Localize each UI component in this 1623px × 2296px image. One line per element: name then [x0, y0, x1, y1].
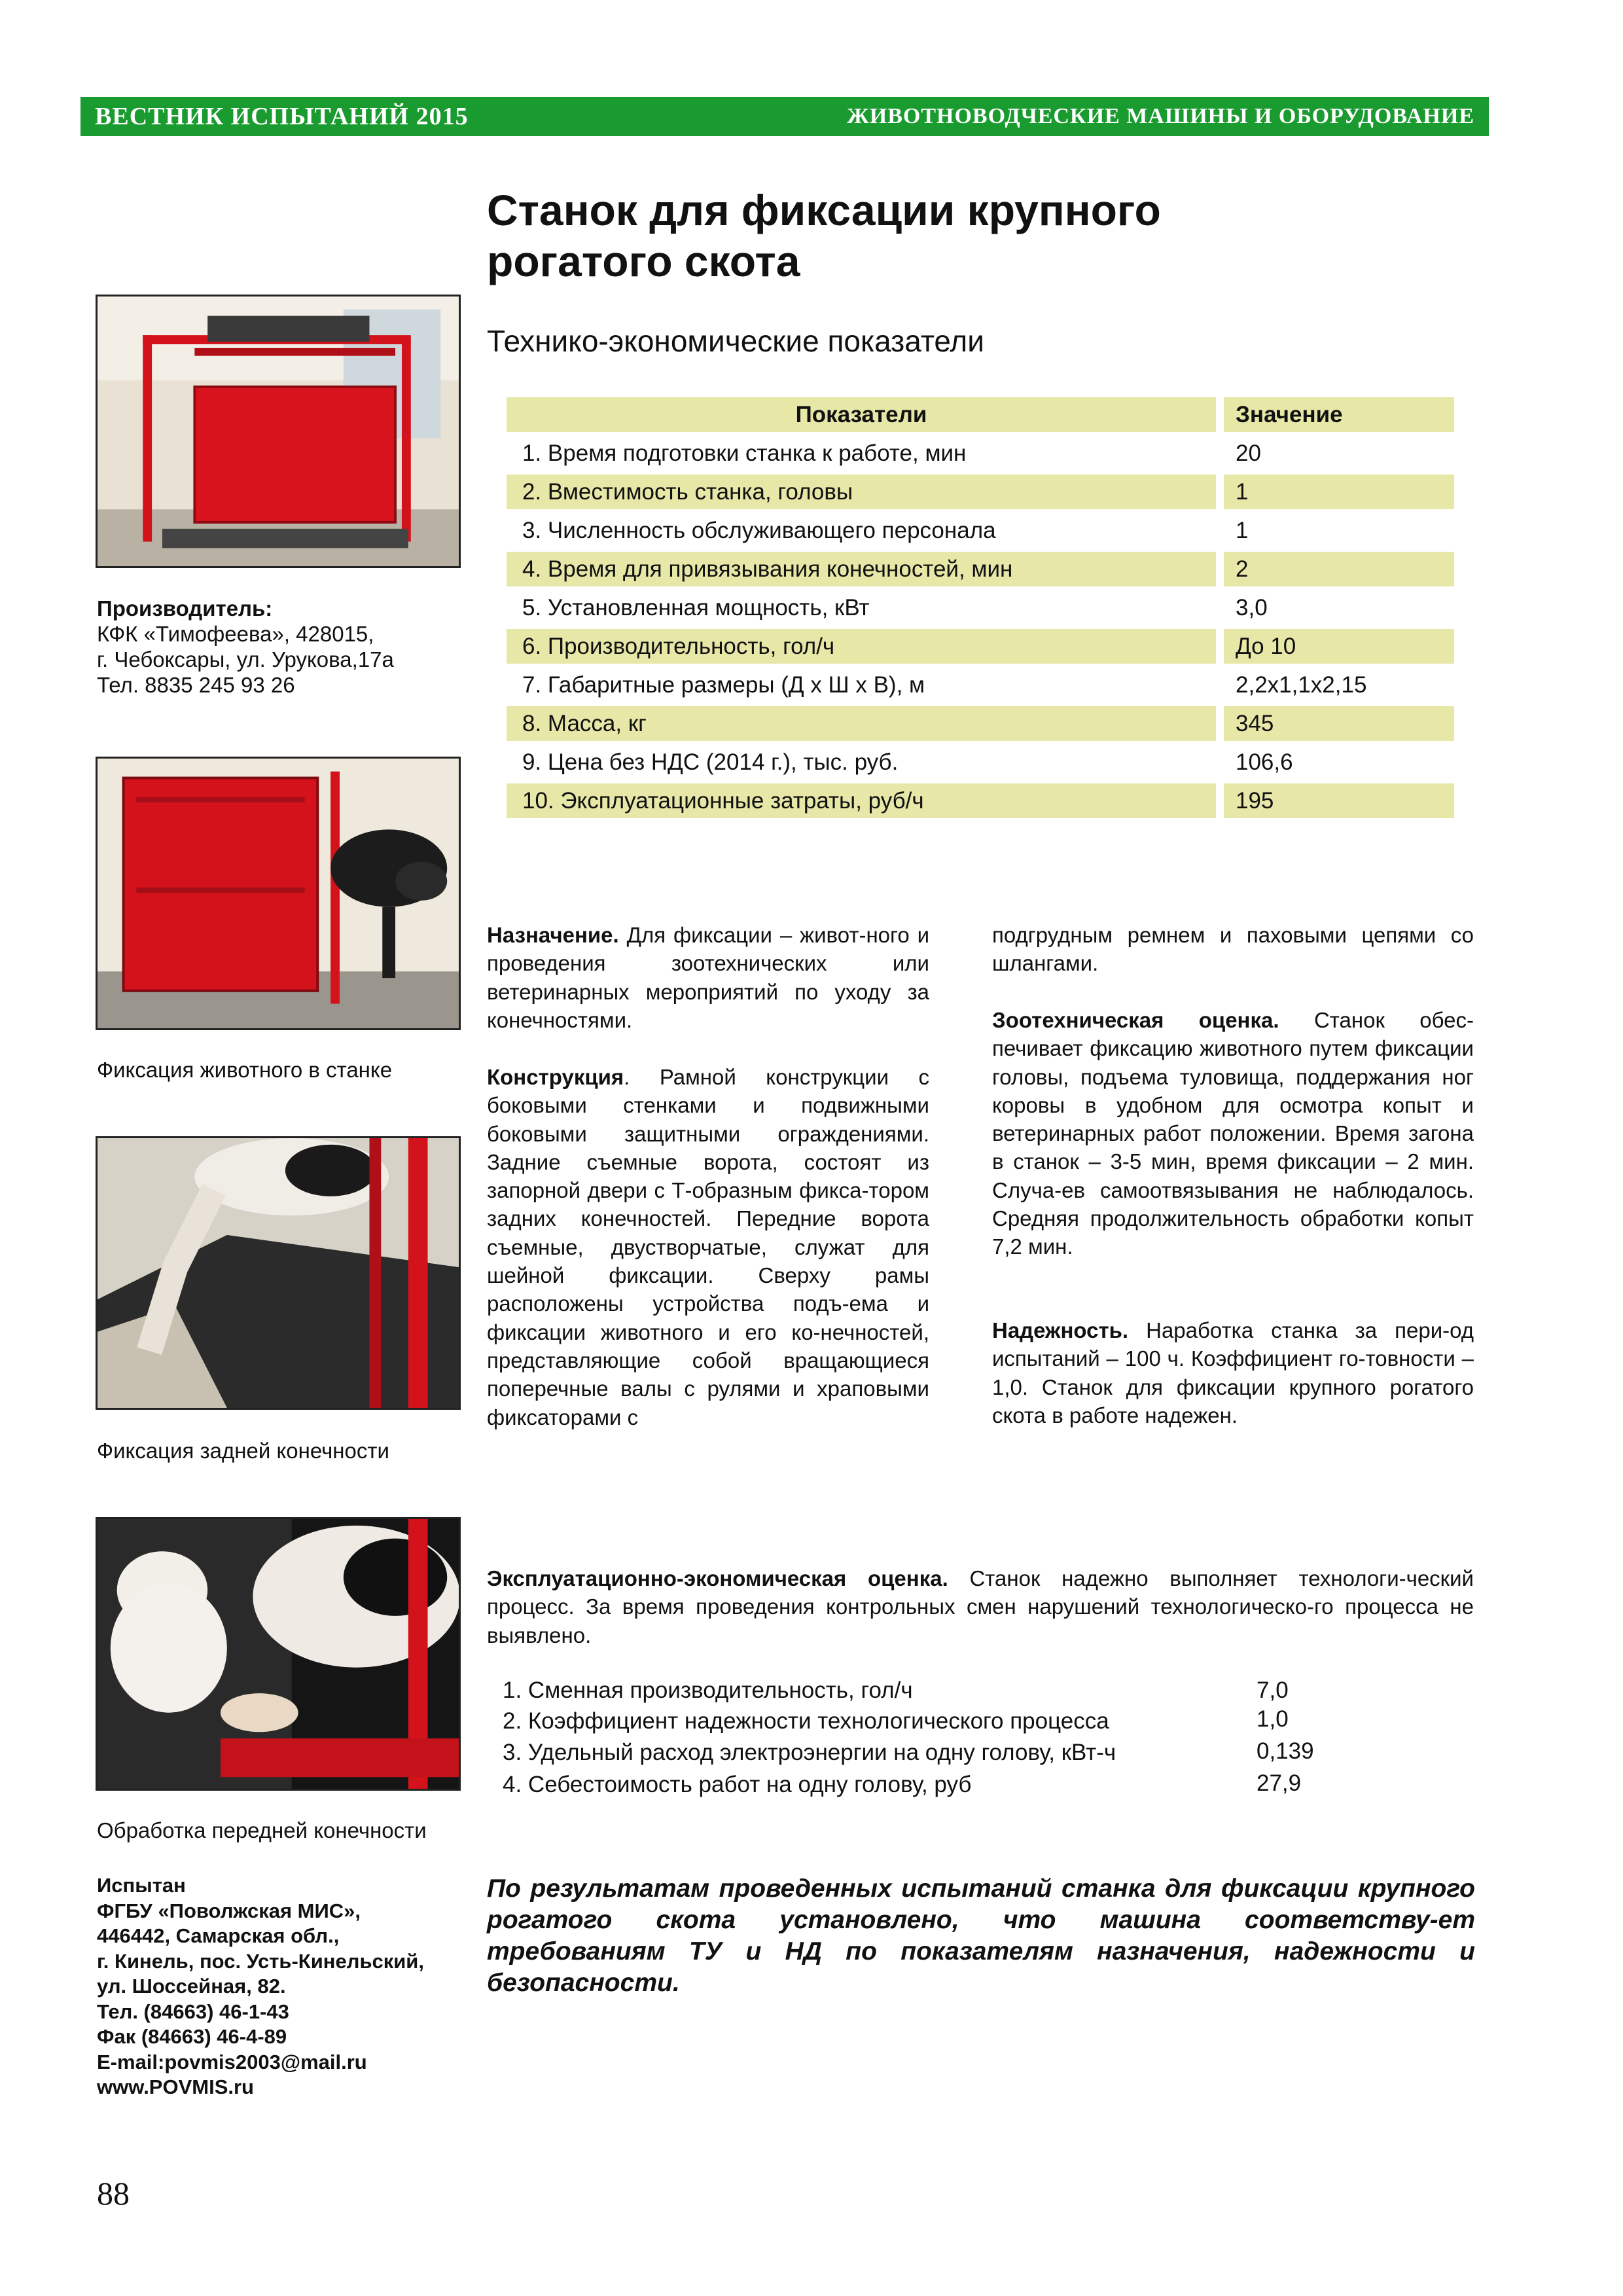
tested-line: Испытан: [97, 1874, 186, 1897]
economic-text: Станок надежно выполняет технологи-ческий процесс. За время проведения контрольных смен нарушений технологическо-го процесса не выявлено.: [487, 1566, 1474, 1647]
table-header-value: Значение: [1224, 397, 1454, 432]
econ-list-label: 1. Сменная производительность, гол/ч: [503, 1677, 913, 1703]
econ-list-label: 4. Себестоимость работ на одну голову, руб: [503, 1772, 972, 1797]
photo-caption: Обработка передней конечности: [97, 1818, 427, 1842]
photo-caption: Фиксация задней конечности: [97, 1439, 389, 1463]
tested-line: 446442, Самарская обл.,: [97, 1924, 340, 1947]
tested-line: Фак (84663) 46-4-89: [97, 2025, 287, 2048]
table-row: [507, 706, 1454, 741]
tested-line: Тел. (84663) 46-1-43: [97, 2000, 289, 2023]
econ-list-value: 27,9: [1257, 1770, 1302, 1796]
manufacturer-block: [97, 596, 463, 698]
table-row: [507, 745, 1454, 780]
article-subtitle: Технико-экономические показатели: [487, 324, 984, 358]
tested-by-block: [97, 1873, 476, 2100]
reliability-text: Наработка станка за пери-од испытаний – 100 ч. Коэффициент го-товности – 1,0. Станок для фиксации крупного рогатого скота в работе надежен.: [992, 1318, 1474, 1427]
conclusion-text: По результатам проведенных испытаний станка для фиксации крупного рогатого скота установлено, что машина соответству-ет требованиям ТУ и НД по показателям назначения, надежности и безопасности.: [487, 1874, 1475, 1997]
manufacturer-line: Тел. 8835 245 93 26: [97, 673, 295, 697]
econ-list-value: 0,139: [1257, 1738, 1314, 1764]
table-cell-value: 1: [1236, 518, 1249, 543]
table-cell-value: 195: [1224, 783, 1454, 818]
table-row: [507, 436, 1454, 471]
header-bar: [80, 97, 1489, 136]
econ-list-value: 1,0: [1257, 1706, 1289, 1732]
table-cell-value: 2,2х1,1х2,15: [1236, 672, 1367, 698]
table-row: [507, 513, 1454, 548]
tested-line: г. Кинель, пос. Усть-Кинельский,: [97, 1949, 424, 1973]
section-title: ЖИВОТНОВОДЧЕСКИЕ МАШИНЫ И ОБОРУДОВАНИЕ: [847, 104, 1474, 128]
table-cell-label: 9. Цена без НДС (2014 г.), тыс. руб.: [522, 749, 899, 775]
table-cell-value: 345: [1224, 706, 1454, 741]
manufacturer-line: г. Чебоксары, ул. Урукова,17а: [97, 647, 394, 672]
construction-heading: Конструкция: [487, 1065, 624, 1089]
spec-table: [507, 397, 1454, 822]
econ-list-label: 3. Удельный расход электроэнергии на одну голову, кВт-ч: [503, 1740, 1116, 1765]
table-cell-label: 8. Масса, кг: [507, 706, 1216, 741]
table-cell-label: 10. Эксплуатационные затраты, руб/ч: [507, 783, 1216, 818]
photo-stand: [96, 295, 461, 568]
economic-paragraph: [487, 1564, 1474, 1649]
photo-hind-limb: [96, 1136, 461, 1410]
tested-line: ул. Шоссейная, 82.: [97, 1975, 286, 1998]
article-title: [487, 185, 1338, 287]
table-cell-label: 6. Производительность, гол/ч: [507, 629, 1216, 664]
table-cell-value: 1: [1224, 475, 1454, 509]
table-cell-value: 20: [1236, 440, 1261, 466]
table-cell-label: 7. Габаритные размеры (Д х Ш х В), м: [522, 672, 925, 698]
reliability-paragraph: [992, 1316, 1474, 1429]
table-cell-label: 3. Численность обслуживающего персонала: [522, 518, 996, 543]
table-row: [507, 668, 1454, 702]
photo-caption: Фиксация животного в станке: [97, 1058, 393, 1082]
table-cell-value: 106,6: [1236, 749, 1293, 775]
zootechnical-text: Станок обес-печивает фиксацию животного путем фиксации головы, подъема туловища, поддержания ног коровы в удобном для осмотра копыт и ветеринарных работ положении. Время загона в станок – 3-5 мин, время фиксации – 2 мин. Случа-ев самоотвязывания не наблюдалось. Средняя продолжительность обработки копыт 7,2 мин.: [992, 1008, 1474, 1259]
econ-list-value: 7,0: [1257, 1677, 1289, 1703]
tested-website: www.POVMIS.ru: [97, 2075, 254, 2098]
photo-animal-fixation: [96, 757, 461, 1030]
table-row: [507, 783, 1454, 818]
manufacturer-line: КФК «Тимофеева», 428015,: [97, 622, 374, 646]
journal-title: ВЕСТНИК ИСПЫТАНИЙ 2015: [95, 103, 469, 130]
table-row: [507, 590, 1454, 625]
title-line-1: Станок для фиксации крупного: [487, 186, 1161, 234]
economic-heading: Эксплуатационно-экономическая оценка.: [487, 1566, 948, 1590]
zootechnical-heading: Зоотехническая оценка.: [992, 1008, 1279, 1032]
table-header-label: Показатели: [507, 397, 1216, 432]
construction-continued: подгрудным ремнем и паховыми цепями со шлангами.: [992, 923, 1474, 976]
purpose-heading: Назначение.: [487, 923, 619, 947]
table-cell-label: 5. Установленная мощность, кВт: [522, 595, 870, 620]
manufacturer-label: Производитель:: [97, 596, 273, 620]
tested-line: ФГБУ «Поволжская МИС»,: [97, 1899, 361, 1922]
reliability-heading: Надежность.: [992, 1318, 1129, 1342]
table-row: [507, 552, 1454, 586]
construction-paragraph: [487, 1063, 929, 1431]
tested-email: E-mail:povmis2003@mail.ru: [97, 2050, 367, 2073]
page-number: 88: [97, 2175, 130, 2212]
zootechnical-paragraph: [992, 1006, 1474, 1261]
table-row: [507, 475, 1454, 509]
construction-text: . Рамной конструкции с боковыми стенками и подвижными боковыми защитными ограждениями. Задние съемные ворота, состоят из запорной двери с Т-образным фикса-тором задних конечностей. Передние ворота съемные, двустворчатые, служат для шейной фиксации. Сверху рамы расположены устройства подъ-ема и фиксации животного и его ко-нечностей, представляющие собой вращающиеся поперечные валы с рулями и храповыми фиксаторами с: [487, 1065, 929, 1429]
table-cell-label: 4. Время для привязывания конечностей, мин: [507, 552, 1216, 586]
table-header-row: [507, 397, 1454, 432]
purpose-paragraph: [487, 921, 929, 1034]
purpose-text: Для фиксации – живот-ного и проведения зоотехнических или ветеринарных мероприятий по уходу за конечностями.: [487, 923, 929, 1032]
table-cell-value: 2: [1224, 552, 1454, 586]
table-cell-value: До 10: [1224, 629, 1454, 664]
table-cell-value: 3,0: [1236, 595, 1268, 620]
table-cell-label: 2. Вместимость станка, головы: [507, 475, 1216, 509]
title-line-2: рогатого скота: [487, 237, 800, 285]
table-cell-label: 1. Время подготовки станка к работе, мин: [522, 440, 967, 466]
table-row: [507, 629, 1454, 664]
econ-list-label: 2. Коэффициент надежности технологического процесса: [503, 1708, 1109, 1734]
photo-front-limb: [96, 1517, 461, 1791]
